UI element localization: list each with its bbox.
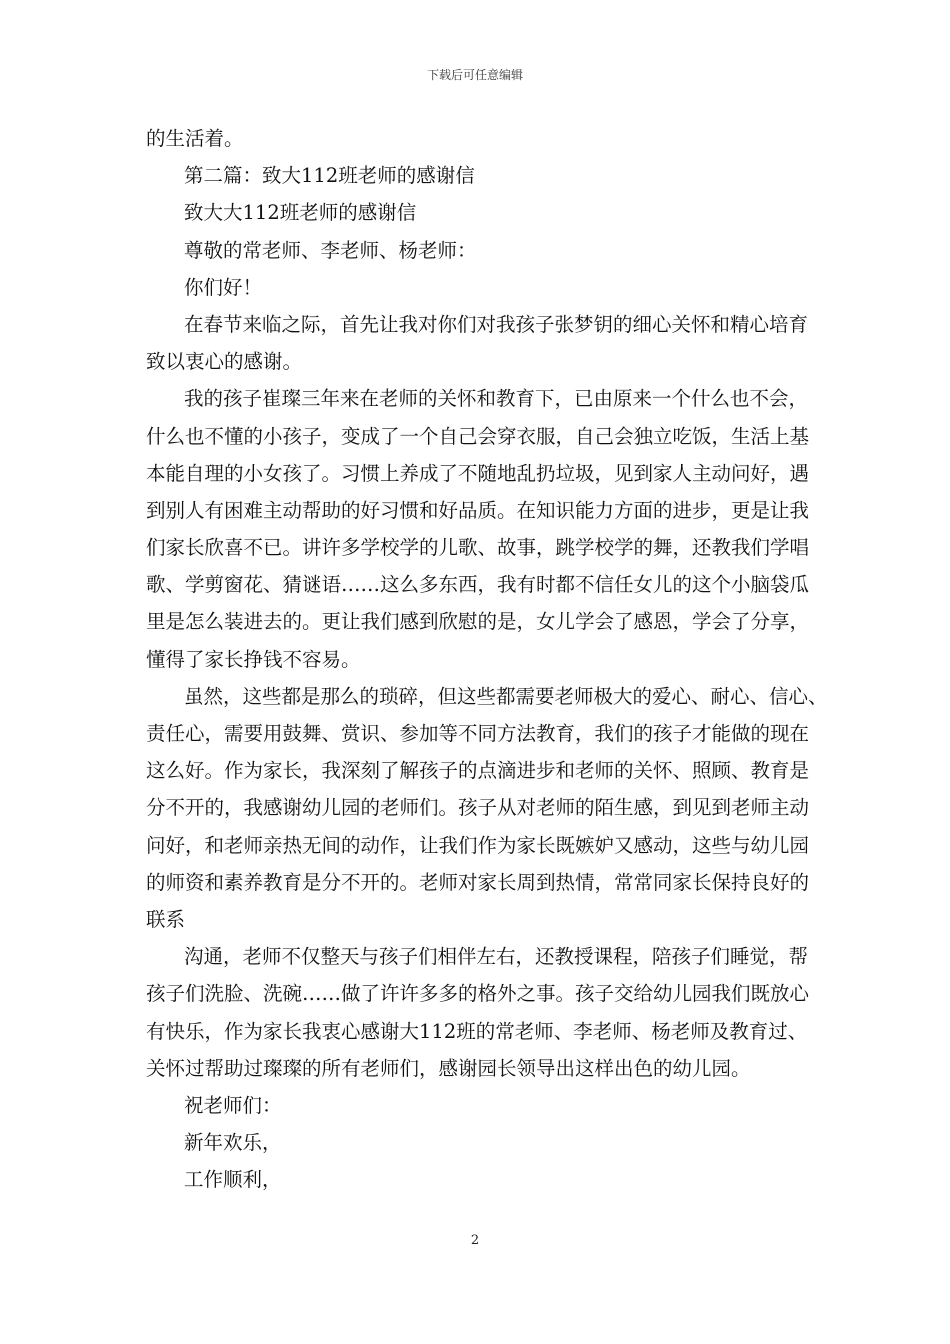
page-number: 2	[470, 1233, 480, 1248]
text-line: 我的孩子崔璨三年来在老师的关怀和教育下，已由原来一个什么也不会，	[184, 387, 809, 411]
text-line: 第二篇：致大112班老师的感谢信	[184, 164, 475, 188]
text-line: 们家长欣喜不已。讲许多学校学的儿歌、故事，跳学校学的舞，还教我们学唱	[146, 536, 810, 560]
page-header: 下载后可任意编辑	[426, 68, 523, 82]
text-line: 什么也不懂的小孩子，变成了一个自己会穿衣服，自己会独立吃饭，生活上基	[146, 424, 810, 448]
text-line: 在春节来临之际，首先让我对你们对我孩子张梦钥的细心关怀和精心培育	[184, 312, 809, 336]
text-line: 歌、学剪窗花、猜谜语……这么多东西，我有时都不信任女儿的这个小脑袋瓜	[146, 573, 810, 597]
text-line: 关怀过帮助过璨璨的所有老师们，感谢园长领导出这样出色的幼儿园。	[146, 1056, 751, 1080]
text-line: 有快乐，作为家长我衷心感谢大112班的常老师、李老师、杨老师及教育过、	[146, 1019, 808, 1043]
text-line: 联系	[146, 907, 186, 931]
text-line: 虽然，这些都是那么的琐碎，但这些都需要老师极大的爱心、耐心、信心、	[184, 684, 828, 708]
text-line: 致以衷心的感谢。	[146, 350, 303, 374]
text-line: 到别人有困难主动帮助的好习惯和好品质。在知识能力方面的进步，更是让我	[146, 498, 810, 522]
text-line: 你们好！	[184, 275, 263, 299]
text-line: 的生活着。	[146, 127, 244, 150]
text-line: 懂得了家长挣钱不容易。	[146, 647, 361, 671]
text-line: 问好，和老师亲热无间的动作，让我们作为家长既嫉妒又感动，这些与幼儿园	[146, 833, 810, 857]
text-line: 工作顺利，	[184, 1168, 282, 1192]
text-line: 孩子们洗脸、洗碗……做了许许多多的格外之事。孩子交给幼儿园我们既放心	[146, 982, 810, 1006]
text-line: 致大大112班老师的感谢信	[184, 201, 417, 225]
text-line: 的师资和素养教育是分不开的。老师对家长周到热情，常常同家长保持良好的	[146, 870, 810, 894]
text-line: 新年欢乐，	[184, 1131, 282, 1155]
text-line: 分不开的，我感谢幼儿园的老师们。孩子从对老师的陌生感，到见到老师主动	[146, 796, 810, 820]
document-body	[146, 120, 828, 1198]
text-line: 责任心，需要用鼓舞、赏识、参加等不同方法教育，我们的孩子才能做的现在	[146, 722, 810, 745]
text-line: 里是怎么装进去的。更让我们感到欣慰的是，女儿学会了感恩，学会了分享，	[146, 610, 810, 634]
text-line: 尊敬的常老师、李老师、杨老师：	[184, 238, 477, 262]
text-line: 沟通，老师不仅整天与孩子们相伴左右，还教授课程，陪孩子们睡觉，帮	[184, 945, 809, 969]
text-line: 本能自理的小女孩了。习惯上养成了不随地乱扔垃圾，见到家人主动问好，遇	[146, 461, 810, 485]
text-line: 这么好。作为家长，我深刻了解孩子的点滴进步和老师的关怀、照顾、教育是	[146, 759, 810, 783]
text-line: 祝老师们：	[184, 1093, 282, 1117]
